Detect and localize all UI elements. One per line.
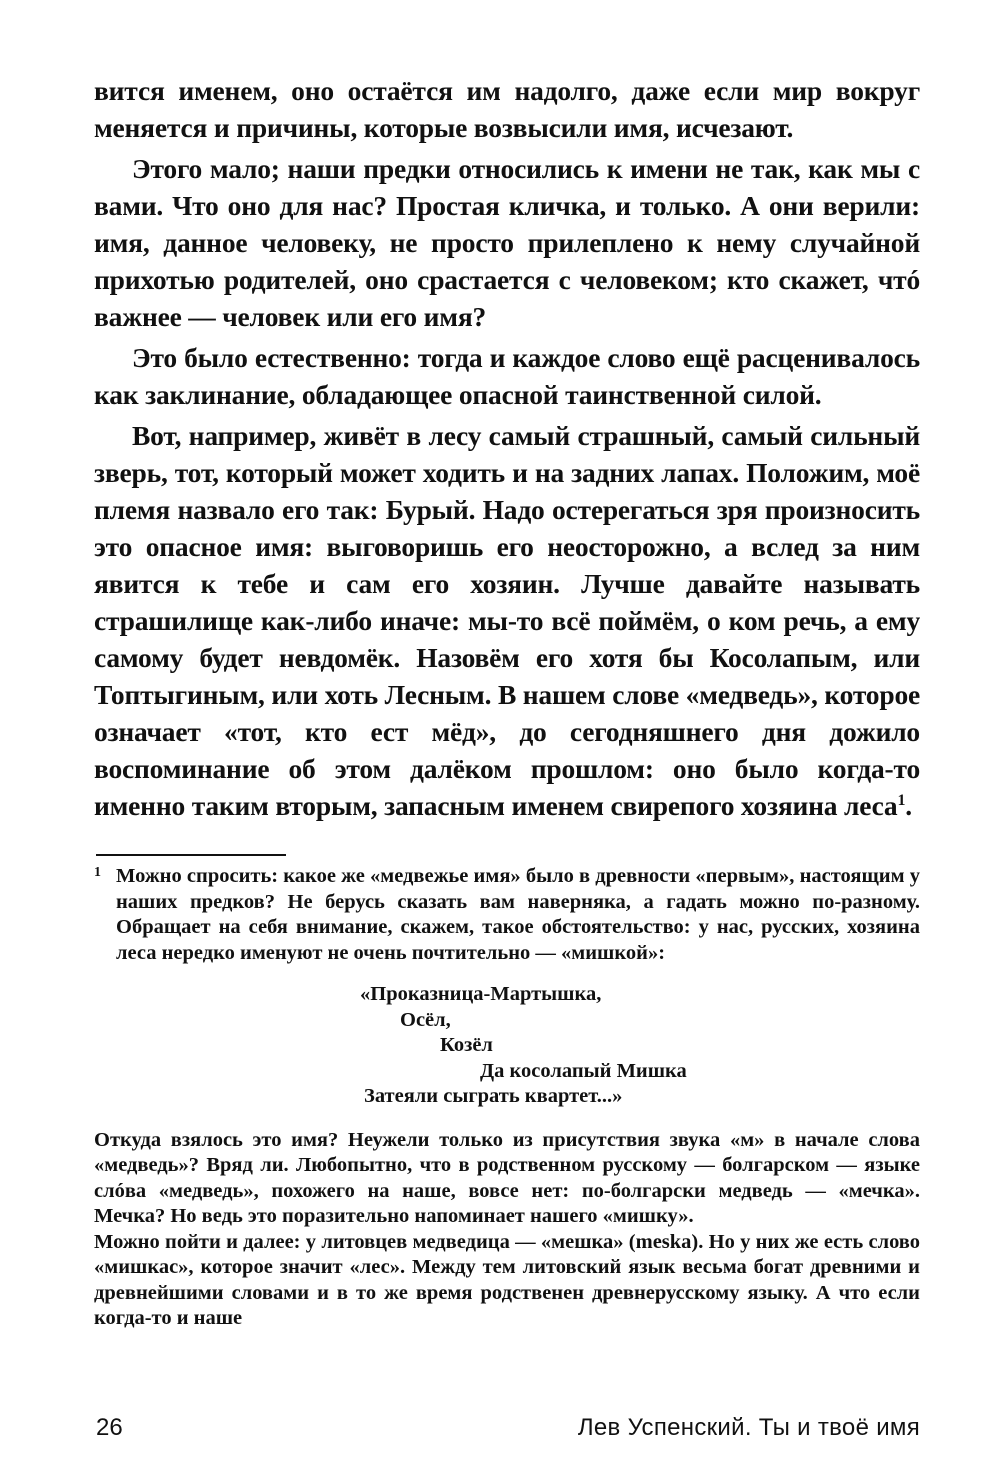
footnote-paragraph: Откуда взялось это имя? Неужели только из присутствия звука «м» в начале слова «медведь»? Вряд ли. Любопытно, что в родственном русскому — болгарском — языке слóва «медведь», похожего на наше, вовсе нет: по-болгарски медведь — «мечка». Мечка? Но ведь это поразительно напоминает нашего «мишку». [94, 1128, 920, 1227]
footnote-intro [94, 864, 920, 966]
poem-line: Осёл, [400, 1008, 451, 1031]
footnote-divider [96, 854, 286, 856]
footnote-marker: 1 [94, 865, 101, 880]
footnote [94, 864, 920, 1332]
poem-line: «Проказница-Мартышка, [360, 983, 602, 1005]
paragraph: Вот, например, живёт в лесу самый страшный, самый сильный зверь, тот, который может ходить и на задних лапах. Положим, моё племя назвало его так: Бурый. Надо остерегаться зря произносить это опасное имя: выговоришь его неосторожно, а вслед за ним явится к тебе и сам его хозяин. Лучше давайте называть страшилище как-либо иначе: мы-то всё поймём, о ком речь, а ему самому будет невдомёк. Назовём его хотя бы Косолапым, или Топтыгиным, или хоть Лесным. В нашем слове «медведь», которое означает «тот, кто ест мёд», до сегодняшнего дня дожило воспоминание об этом далёком прошлом: оно было когда-то именно таким вторым, запасным именем свирепого хозяина леса$^1$. [94, 420, 920, 821]
footnote-intro-text: Можно спросить: какое же «медвежье имя» было в древности «первым», настоящим у наших предков? Не берусь сказать вам наверняка, а гадать можно по-разному. Обращает на себя внимание, скажем, такое обстоятельство: у нас, русских, хозяина леса нередко именуют не очень почтительно — «мишкой»: [116, 865, 920, 964]
poem-line: Козёл [440, 1034, 493, 1056]
page-number: 26 [96, 1414, 123, 1441]
footnote-reference: 1 [897, 791, 906, 809]
paragraph-text: Вот, например, живёт в лесу самый страшный, самый сильный зверь, тот, который может ходить и на задних лапах. Положим, моё племя назвало его так: Бурый. Надо остерегаться зря произносить это опасное имя: выговоришь его неосторожно, а вслед за ним явится к тебе и сам его хозяин. Лучше давайте называть страшилище как-либо иначе: мы-то всё поймём, о ком речь, а ему самому будет невдомёк. Назовём его хотя бы Косолапым, или Топтыгиным, или хоть Лесным. В нашем слове «медведь», которое означает «тот, кто ест мёд», до сегодняшнего дня дожило воспоминание об этом далёком прошлом: оно было когда-то именно таким вторым, запасным именем свирепого хозяина леса [94, 420, 920, 821]
running-title: Лев Успенский. Ты и твоё имя [577, 1414, 920, 1441]
paragraph: Этого мало; наши предки относились к имени не так, как мы с вами. Что оно для нас? Простая кличка, и только. А они верили: имя, данное человеку, не просто прилеплено к нему случайной прихотью родителей, оно срастается с человеком; кто скажет, чтó важнее — человек или его имя? [94, 153, 920, 332]
footnote-paragraph: Можно пойти и далее: у литовцев медведица — «мешка» (meska). Но у них же есть слово «мишкас», которое значит «лес». Между тем литовский язык весьма богат древними и древнейшими словами и в то же время родственен древнерусскому языку. А что если когда-то и наше [94, 1230, 920, 1329]
page-footer [94, 1408, 920, 1448]
main-text [94, 72, 920, 824]
paragraph: Это было естественно: тогда и каждое слово ещё расценивалось как заклинание, обладающее опасной таинственной силой. [94, 342, 920, 410]
poem-line: Затеяли сыграть квартет...» [364, 1085, 623, 1107]
paragraph-continued: вится именем, оно остаётся им надолго, даже если мир вокруг меняется и причины, которые возвысили имя, исчезают. [94, 75, 920, 143]
book-page [94, 72, 920, 1452]
poem-line: Да косолапый Мишка [480, 1059, 687, 1082]
poem-quote [94, 982, 920, 1110]
